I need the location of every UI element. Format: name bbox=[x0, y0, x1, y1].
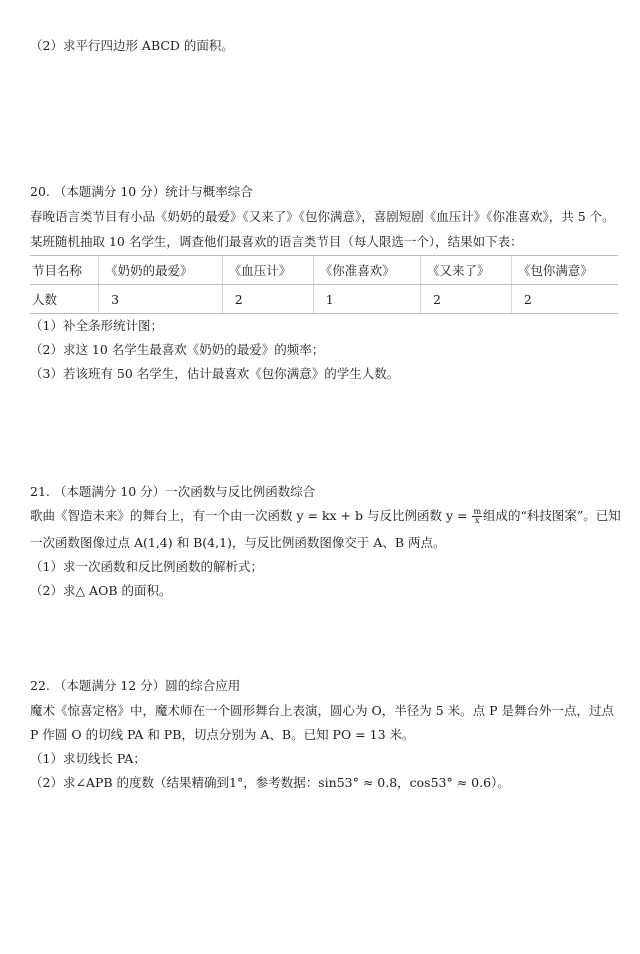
q20-sub3: （3）若该班有 50 名学生，估计最喜欢《包你满意》的学生人数。 bbox=[30, 366, 400, 381]
q22-heading: 22. （本题满分 12 分）圆的综合应用 bbox=[30, 678, 241, 693]
q20-sub2: （2）求这 10 名学生最喜欢《奶奶的最爱》的频率； bbox=[30, 342, 325, 357]
q19-part2: （2）求平行四边形 ABCD 的面积。 bbox=[30, 38, 234, 53]
table-header-row bbox=[30, 256, 618, 285]
table-cell: 《你准喜欢》 bbox=[313, 256, 420, 285]
table-cell: 2 bbox=[511, 285, 618, 314]
q20-sub1: （1）补全条形统计图； bbox=[30, 318, 163, 333]
q21-line1 bbox=[30, 508, 621, 525]
q21-line1-end: 组成的“科技图案”。已知 bbox=[483, 508, 621, 523]
table-cell: 1 bbox=[313, 285, 420, 314]
table-cell: 2 bbox=[222, 285, 313, 314]
table-row bbox=[30, 285, 618, 314]
table-cell: 《包你满意》 bbox=[511, 256, 618, 285]
table-cell: 《血压计》 bbox=[222, 256, 313, 285]
table-cell: 2 bbox=[420, 285, 511, 314]
q22-line2: P 作圆 O 的切线 PA 和 PB，切点分别为 A、B。已知 PO = 13 米。 bbox=[30, 727, 415, 742]
fraction-denominator: x bbox=[474, 516, 480, 525]
fraction bbox=[472, 508, 482, 525]
q22-line1: 魔术《惊喜定格》中，魔术师在一个圆形舞台上表演，圆心为 O，半径为 5 米。点 P 是舞台外一点，过点 bbox=[30, 703, 614, 718]
table-cell: 《奶奶的最爱》 bbox=[99, 256, 223, 285]
q20-heading: 20. （本题满分 10 分）统计与概率综合 bbox=[30, 184, 253, 199]
q21-line1-start: 歌曲《智造未来》的舞台上，有一个由一次函数 y = kx + b 与反比例函数 y = bbox=[30, 508, 472, 523]
q20-table bbox=[30, 255, 618, 314]
q20-line2: 某班随机抽取 10 名学生，调查他们最喜欢的语言类节目（每人限选一个），结果如下表： bbox=[30, 234, 523, 249]
q21-line2: 一次函数图像过点 A(1,4) 和 B(4,1)，与反比例函数图像交于 A、B 两点。 bbox=[30, 535, 446, 550]
q21-sub2: （2）求△ AOB 的面积。 bbox=[30, 583, 172, 598]
table-cell: 《又来了》 bbox=[420, 256, 511, 285]
q22-sub2: （2）求∠APB 的度数（结果精确到1°，参考数据：sin53° ≈ 0.8，cos53° ≈ 0.6）。 bbox=[30, 775, 510, 790]
q22-sub1: （1）求切线长 PA； bbox=[30, 751, 146, 766]
table-cell: 3 bbox=[99, 285, 223, 314]
q21-sub1: （1）求一次函数和反比例函数的解析式； bbox=[30, 559, 263, 574]
fraction-numerator: m bbox=[473, 507, 482, 516]
table-cell: 节目名称 bbox=[30, 256, 99, 285]
table-cell: 人数 bbox=[30, 285, 99, 314]
q21-heading: 21. （本题满分 10 分）一次函数与反比例函数综合 bbox=[30, 484, 316, 499]
q20-line1: 春晚语言类节目有小品《奶奶的最爱》《又来了》《包你满意》，喜剧短剧《血压计》《你准喜欢》，共 5 个。 bbox=[30, 209, 615, 224]
